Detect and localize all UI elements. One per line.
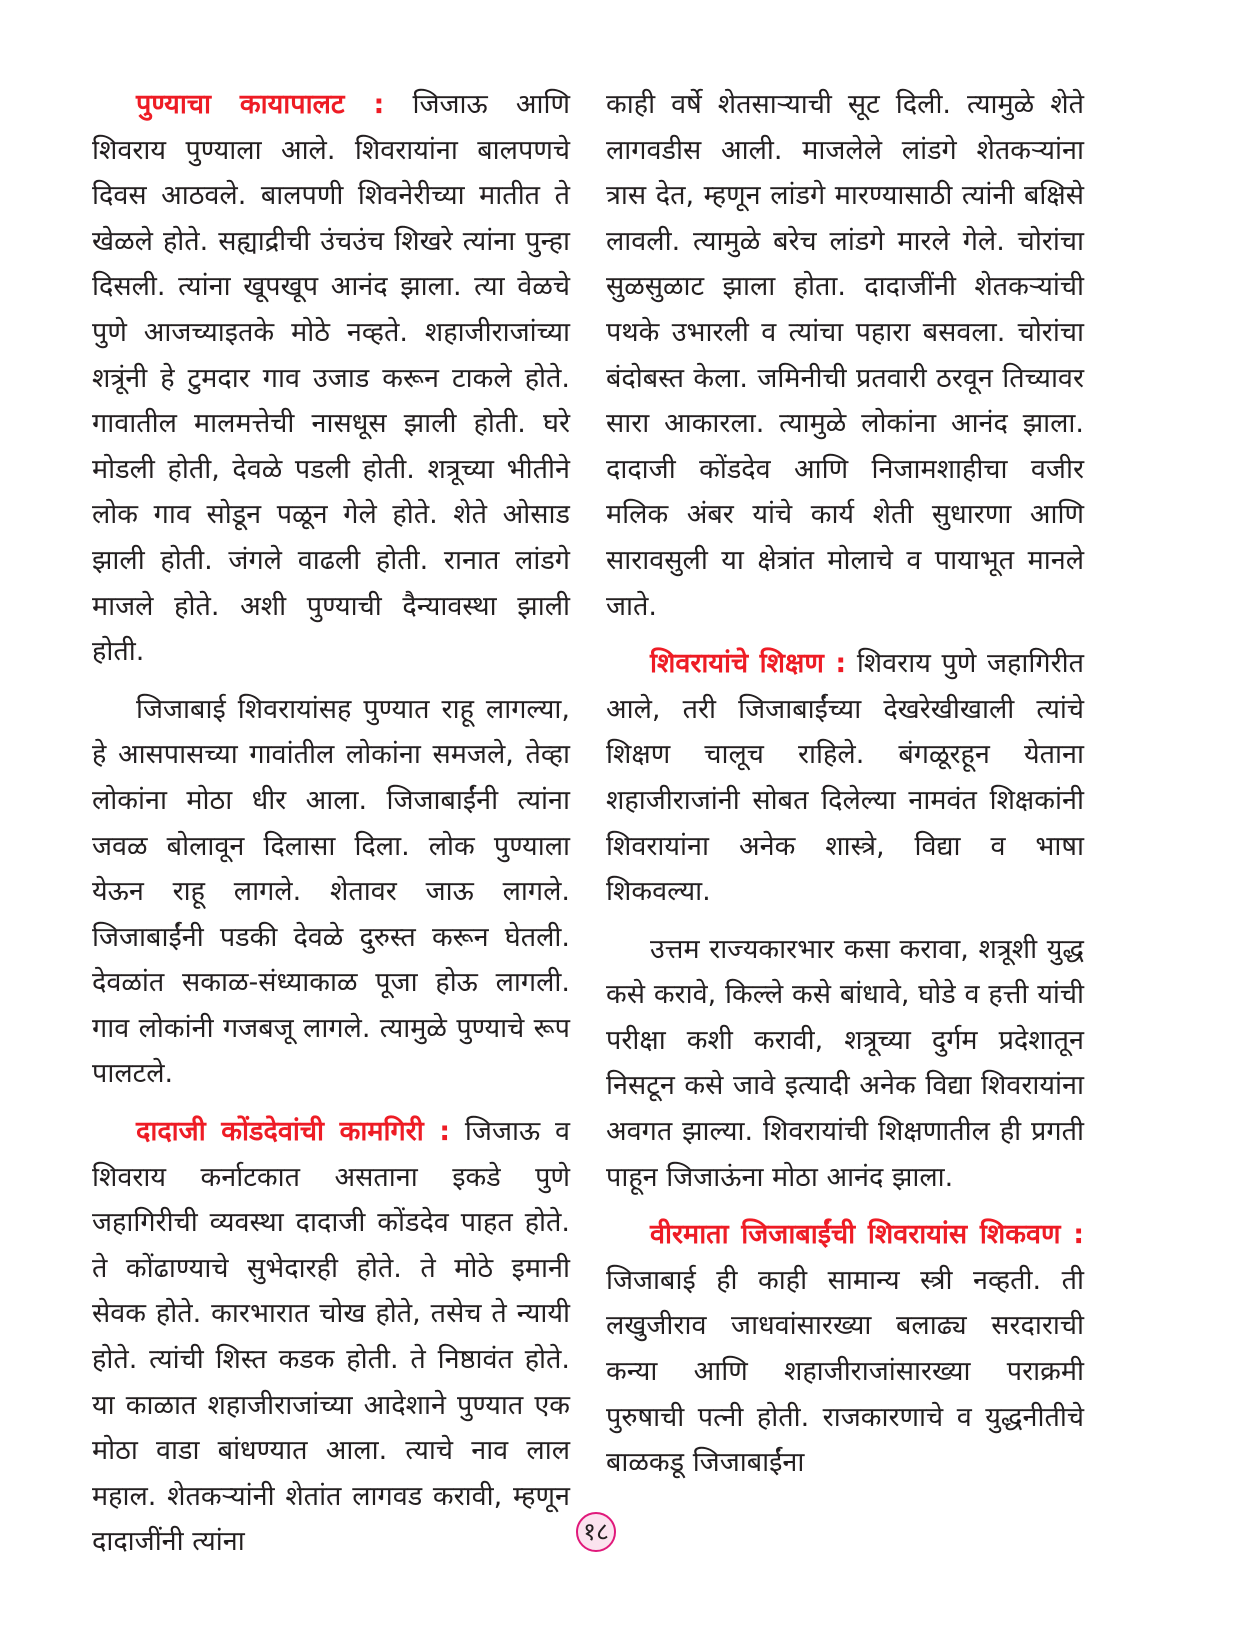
paragraph-jijabai-pune xyxy=(92,687,570,1097)
paragraph-veermata-shikavan xyxy=(606,1212,1084,1486)
paragraph-text: शिवराय पुणे जहागिरीत आले, तरी जिजाबाईंच्या देखरेखीखाली त्यांचे शिक्षण चालूच राहिले. बंगळूरहून येताना शहाजीराजांनी सोबत दिलेल्या नामवंत शिक्षकांनी शिवरायांना अनेक शास्त्रे, विद्या व भाषा शिकवल्या. xyxy=(606,648,1084,908)
paragraph-text: उत्तम राज्यकारभार कसा करावा, शत्रूशी युद्ध कसे करावे, किल्ले कसे बांधावे, घोडे व हत्ती यांची परीक्षा कशी करावी, शत्रूच्या दुर्गम प्रदेशातून निसटून कसे जावे इत्यादी अनेक विद्या शिवरायांना अवगत झाल्या. शिवरायांची शिक्षणातील ही प्रगती पाहून जिजाऊंना मोठा आनंद झाला. xyxy=(606,933,1084,1193)
heading-punyacha-kayapalat: पुण्याचा कायापालट : xyxy=(136,89,385,120)
left-column xyxy=(92,82,570,1565)
paragraph-text: जिजाऊ आणि शिवराय पुण्याला आले. शिवरायांना बालपणचे दिवस आठवले. बालपणी शिवनेरीच्या मातीत ते खेळले होते. सह्याद्रीची उंचउंच शिखरे त्यांना पुन्हा दिसली. त्यांना खूपखूप आनंद झाला. त्या वेळचे पुणे आजच्याइतके मोठे नव्हते. शहाजीराजांच्या शत्रूंनी हे टुमदार गाव उजाड करून टाकले होते. गावातील मालमत्तेची नासधूस झाली होती. घरे मोडली होती, देवळे पडली होती. शत्रूच्या भीतीने लोक गाव सोडून पळून गेले होते. शेते ओसाड झाली होती. जंगले वाढली होती. रानात लांडगे माजले होते. अशी पुण्याची दैन्यावस्था झाली होती. xyxy=(92,89,570,668)
paragraph-dadaji-kamgiri xyxy=(92,1109,570,1565)
paragraph-text: जिजाबाई शिवरायांसह पुण्यात राहू लागल्या, हे आसपासच्या गावांतील लोकांना समजले, तेव्हा लोकांना मोठा धीर आला. जिजाबाईंनी त्यांना जवळ बोलावून दिलासा दिला. लोक पुण्याला येऊन राहू लागले. शेतावर जाऊ लागले. जिजाबाईंनी पडकी देवळे दुरुस्त करून घेतली. देवळांत सकाळ-संध्याकाळ पूजा होऊ लागली. गाव लोकांनी गजबजू लागले. त्यामुळे पुण्याचे रूप पालटले. xyxy=(92,693,570,1090)
paragraph-vidya xyxy=(606,927,1084,1201)
paragraph-text: काही वर्षे शेतसाऱ्याची सूट दिली. त्यामुळे शेते लागवडीस आली. माजलेले लांडगे शेतकऱ्यांना त्रास देत, म्हणून लांडगे मारण्यासाठी त्यांनी बक्षिसे लावली. त्यामुळे बरेच लांडगे मारले गेले. चोरांचा सुळसुळाट झाला होता. दादाजींनी शेतकऱ्यांची पथके उभारली व त्यांचा पहारा बसवला. चोरांचा बंदोबस्त केला. जमिनीची प्रतवारी ठरवून तिच्यावर सारा आकारला. त्यामुळे लोकांना आनंद झाला. दादाजी कोंडदेव आणि निजामशाहीचा वजीर मलिक अंबर यांचे कार्य शेती सुधारणा आणि सारावसुली या क्षेत्रांत मोलाचे व पायाभूत मानले जाते. xyxy=(606,89,1084,622)
paragraph-text: जिजाऊ व शिवराय कर्नाटकात असताना इकडे पुणे जहागिरीची व्यवस्था दादाजी कोंडदेव पाहत होते. ते कोंढाण्याचे सुभेदारही होते. ते मोठे इमानी सेवक होते. कारभारात चोख होते, तसेच ते न्यायी होते. त्यांची शिस्त कडक होती. ते निष्ठावंत होते. या काळात शहाजीराजांच्या आदेशाने पुण्यात एक मोठा वाडा बांधण्यात आला. त्याचे नाव लाल महाल. शेतकऱ्यांनी शेतांत लागवड करावी, म्हणून दादाजींनी त्यांना xyxy=(92,1116,570,1558)
paragraph-punyacha-kayapalat xyxy=(92,82,570,675)
heading-dadaji-kamgiri: दादाजी कोंडदेवांची कामगिरी : xyxy=(136,1116,451,1148)
heading-veermata-shikavan: वीरमाता जिजाबाईंची शिवरायांस शिकवण : xyxy=(650,1219,1084,1251)
paragraph-shetsara-continued xyxy=(606,82,1084,629)
right-column xyxy=(606,82,1084,1486)
paragraph-text: जिजाबाई ही काही सामान्य स्त्री नव्हती. ती लखुजीराव जाधवांसारख्या बलाढ्य सरदाराची कन्या आणि शहाजीराजांसारख्या पराक्रमी पुरुषाची पत्नी होती. राजकारणाचे व युद्धनीतीचे बाळकडू जिजाबाईंना xyxy=(606,1264,1084,1479)
page-number: १८ xyxy=(576,1512,616,1552)
paragraph-shivray-shikshan xyxy=(606,641,1084,915)
heading-shivray-shikshan: शिवरायांचे शिक्षण : xyxy=(650,648,847,680)
